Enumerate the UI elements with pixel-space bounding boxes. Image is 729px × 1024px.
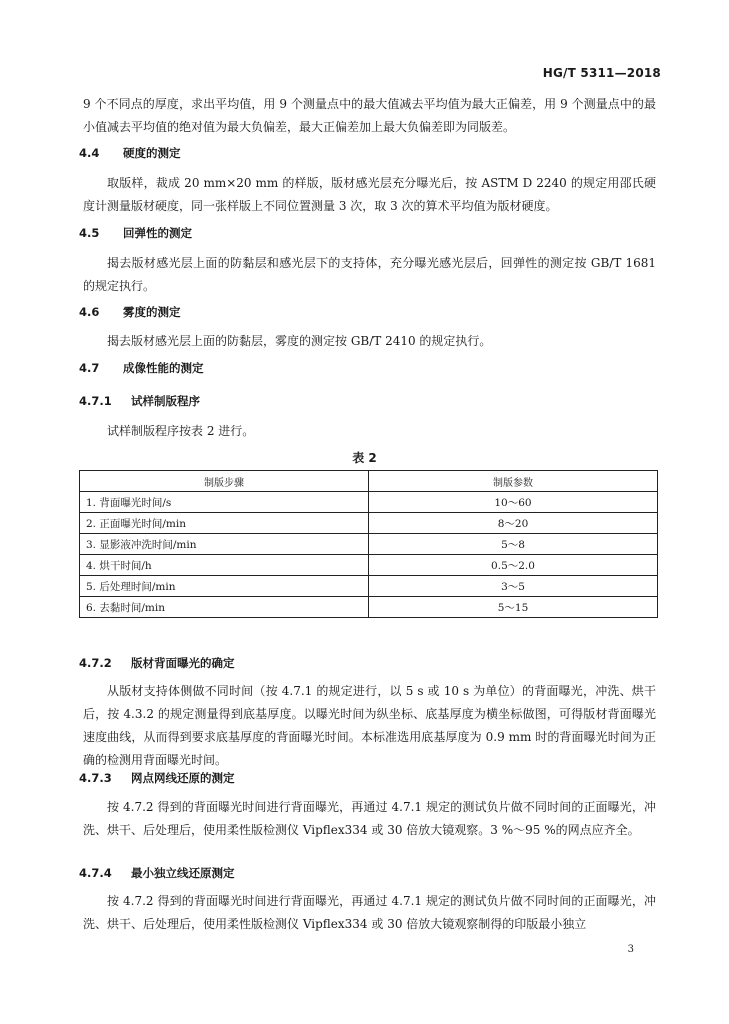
table-cell-step: 2. 正面曝光时间/min [80,513,369,534]
section-title: 硬度的测定 [123,146,181,160]
section-heading-4-7-4 [79,865,235,881]
section-number: 4.4 [79,146,100,160]
section-heading-4-6 [79,304,181,320]
section-title: 最小独立线还原测定 [131,866,235,880]
section-number: 4.7 [79,361,100,375]
standard-code-header: HG/T 5311—2018 [542,66,661,80]
section-number: 4.6 [79,305,100,319]
section-heading-4-7 [79,360,204,376]
page-number: 3 [627,944,634,955]
section-title: 试样制版程序 [131,394,200,408]
section-number: 4.7.2 [79,656,112,670]
table-header-parameter: 制版参数 [369,471,658,492]
table-row [80,555,658,576]
section-heading-4-7-1 [79,393,200,409]
section-number: 4.5 [79,226,100,240]
section-heading-4-4 [79,145,181,161]
table-header-row [80,471,658,492]
table-cell-step: 3. 显影液冲洗时间/min [80,534,369,555]
section-title: 版材背面曝光的确定 [131,656,235,670]
table-row [80,534,658,555]
section-number: 4.7.1 [79,394,112,408]
table-cell-parameter: 5～8 [369,534,658,555]
paragraph-4-6: 揭去版材感光层上面的防黏层，雾度的测定按 GB/T 2410 的规定执行。 [107,334,492,348]
paragraph-4-7-2: 从版材支持体侧做不同时间（按 4.7.1 的规定进行，以 5 s 或 10 s 为单位）的背面曝光，冲洗、烘干后，按 4.3.2 的规定测量得到底基厚度。以曝光时间为纵坐标、底基厚度为横坐标做图，可得版材背面曝光速度曲线，从而得到要求底基厚度的背面曝光时间。本标准选用底基厚度为 0.9 mm 时的背面曝光时间为正确的检测用背面曝光时间。 [83,684,656,767]
paragraph-continued: 9 个不同点的厚度，求出平均值，用 9 个测量点中的最大值减去平均值为最大正偏差，用 9 个测量点中的最小值减去平均值的绝对值为最大负偏差，最大正偏差加上最大负偏差即为同版差。 [83,97,656,134]
table-cell-parameter: 10～60 [369,492,658,513]
paragraph-4-7-4: 按 4.7.2 得到的背面曝光时间进行背面曝光，再通过 4.7.1 规定的测试负片做不同时间的正面曝光，冲洗、烘干、后处理后，使用柔性版检测仪 Vipflex334 或 30 倍放大镜观察制得的印版最小独立 [83,894,656,931]
paragraph-4-7-3: 按 4.7.2 得到的背面曝光时间进行背面曝光，再通过 4.7.1 规定的测试负片做不同时间的正面曝光，冲洗、烘干、后处理后，使用柔性版检测仪 Vipflex334 或 30 倍放大镜观察。3 %～95 %的网点应齐全。 [83,800,656,837]
section-number: 4.7.4 [79,866,112,880]
section-title: 网点网线还原的测定 [131,771,235,785]
table-row [80,597,658,618]
table-cell-step: 5. 后处理时间/min [80,576,369,597]
table-row [80,492,658,513]
paragraph-4-5: 揭去版材感光层上面的防黏层和感光层下的支持体，充分曝光感光层后，回弹性的测定按 GB/T 1681 的规定执行。 [83,256,656,293]
table-cell-parameter: 3～5 [369,576,658,597]
table-header-step: 制版步骤 [80,471,369,492]
section-title: 雾度的测定 [123,305,181,319]
section-title: 成像性能的测定 [123,361,204,375]
section-number: 4.7.3 [79,771,112,785]
table-cell-parameter: 5～15 [369,597,658,618]
table-row [80,576,658,597]
paragraph-4-4: 取版样，裁成 20 mm×20 mm 的样版，版材感光层充分曝光后，按 ASTM D 2240 的规定用邵氏硬度计测量版材硬度，同一张样版上不同位置测量 3 次，取 3 次的算术平均值为版材硬度。 [83,176,656,213]
table-cell-step: 4. 烘干时间/h [80,555,369,576]
section-title: 回弹性的测定 [123,226,192,240]
table-cell-step: 1. 背面曝光时间/s [80,492,369,513]
table-row [80,513,658,534]
paragraph-4-7-1: 试样制版程序按表 2 进行。 [107,424,255,438]
section-heading-4-7-2 [79,655,235,671]
table-cell-parameter: 8～20 [369,513,658,534]
table-cell-step: 6. 去黏时间/min [80,597,369,618]
process-table [79,470,658,618]
section-heading-4-7-3 [79,770,235,786]
table-cell-parameter: 0.5～2.0 [369,555,658,576]
table-caption: 表 2 [352,451,377,465]
section-heading-4-5 [79,225,192,241]
